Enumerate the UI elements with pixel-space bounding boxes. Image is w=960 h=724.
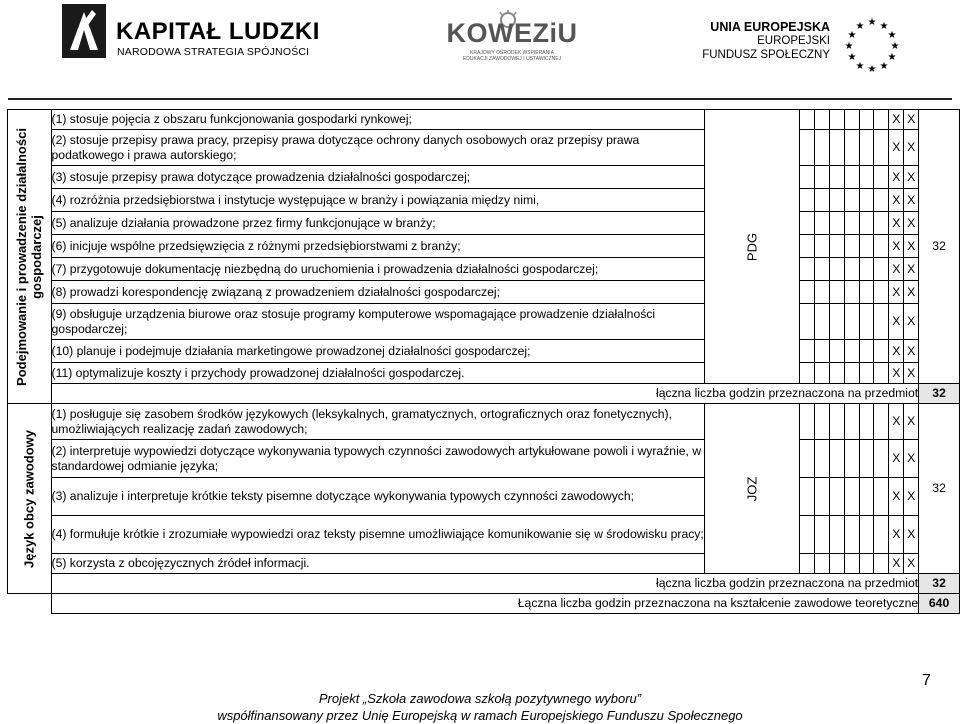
curriculum-table	[7, 109, 960, 614]
mark-cell: X	[904, 258, 919, 281]
kapital-ludzki-logo-icon	[62, 4, 106, 58]
mark-cell: X	[889, 516, 904, 554]
table-row	[8, 340, 960, 363]
svg-text:★: ★	[847, 30, 857, 41]
outcome-text: (7) przygotowuje dokumentację niezbędną do uruchomienia i prowadzenia działalności gospodarczej;	[51, 258, 705, 281]
outcome-text: (4) formułuje krótkie i zrozumiałe wypowiedzi oraz teksty pisemne umożliwiające komunikowanie się w środowisku pracy;	[51, 516, 705, 554]
outcome-text: (5) analizuje działania prowadzone przez firmy funkcjonujące w branży;	[51, 212, 705, 235]
footer-project-line: Projekt „Szkoła zawodowa szkołą pozytywnego wyboru”	[318, 691, 642, 706]
table-row	[8, 212, 960, 235]
mark-cell: X	[904, 166, 919, 189]
mark-cell: X	[904, 212, 919, 235]
outcome-text: (3) stosuje przepisy prawa dotyczące prowadzenia działalności gospodarczej;	[51, 166, 705, 189]
svg-text:★: ★	[867, 17, 877, 28]
mark-cell: X	[904, 235, 919, 258]
mark-cell: X	[889, 404, 904, 440]
svg-text:★: ★	[867, 64, 877, 72]
table-row	[8, 363, 960, 384]
svg-text:★: ★	[879, 21, 889, 32]
mark-cell: X	[889, 304, 904, 340]
subject-label: PDG	[744, 232, 760, 261]
mark-cell: X	[904, 281, 919, 304]
mark-cell: X	[889, 281, 904, 304]
eu-line2: EUROPEJSKI	[757, 35, 830, 47]
svg-text:★: ★	[890, 41, 900, 52]
outcome-text: (9) obsługuje urządzenia biurowe oraz stosuje programy komputerowe wspomagające prowadzenie działalności gospodarczej;	[51, 304, 705, 340]
mark-cell: X	[889, 363, 904, 384]
table-row	[8, 404, 960, 440]
category-cell-joz	[8, 404, 52, 594]
outcome-text: (10) planuje i podejmuje działania marketingowe prowadzonej działalności gospodarczej;	[51, 340, 705, 363]
mark-cell: X	[904, 189, 919, 212]
mark-cell: X	[889, 166, 904, 189]
mark-cell: X	[889, 258, 904, 281]
svg-text:★: ★	[887, 52, 897, 63]
outcome-text: (1) stosuje pojęcia z obszaru funkcjonowania gospodarki rynkowej;	[51, 110, 705, 130]
outcome-text: (1) posługuje się zasobem środków językowych (leksykalnych, gramatycznych, ortograficznych oraz fonetycznych), umożliwiających realizację zadań zawodowych;	[51, 404, 705, 440]
outcome-text: (2) interpretuje wypowiedzi dotyczące wykonywania typowych czynności zawodowych artykułowane powoli i wyraźnie, w standardowej odmianie języka;	[51, 440, 705, 478]
table-row	[8, 554, 960, 574]
table-row	[8, 281, 960, 304]
svg-text:★: ★	[847, 52, 857, 63]
mark-cell: X	[904, 478, 919, 516]
hours-cell: 32	[919, 404, 960, 574]
svg-text:★: ★	[844, 41, 854, 52]
outcome-text: (2) stosuje przepisy prawa pracy, przepisy prawa dotyczące ochrony danych osobowych oraz przepisy prawa podatkowego i prawa autorskiego;	[51, 130, 705, 166]
footer-funding-line: współfinansowany przez Unię Europejską w ramach Europejskiego Funduszu Społecznego	[217, 708, 743, 723]
mark-cell: X	[904, 404, 919, 440]
eu-text-block	[700, 20, 830, 62]
mark-cell: X	[889, 130, 904, 166]
mark-cell: X	[889, 212, 904, 235]
mark-cell: X	[904, 440, 919, 478]
mark-cell: X	[889, 189, 904, 212]
mark-cell: X	[904, 110, 919, 130]
table-row	[8, 440, 960, 478]
mark-cell: X	[904, 304, 919, 340]
table-row	[8, 166, 960, 189]
table-row	[8, 258, 960, 281]
mark-cell: X	[904, 363, 919, 384]
mark-cell: X	[889, 554, 904, 574]
subtotal-value: 32	[919, 384, 960, 404]
subject-label: JOZ	[744, 476, 760, 501]
subtotal-label: łączna liczba godzin przeznaczona na przedmiot	[51, 574, 919, 594]
outcome-text: (8) prowadzi korespondencję związaną z prowadzeniem działalności gospodarczej;	[51, 281, 705, 304]
eu-flag-stars-icon	[844, 16, 900, 72]
category-label: Podejmowanie i prowadzenie działalności gospodarczej	[14, 127, 45, 386]
outcome-text: (3) analizuje i interpretuje krótkie teksty pisemne dotyczące wykonywania typowych czynności zawodowych;	[51, 478, 705, 516]
table-row	[8, 130, 960, 166]
kowezu-subtitle-line1: KRAJOWY OŚRODEK WSPIERANIA	[470, 50, 554, 56]
mark-cell: X	[904, 130, 919, 166]
subject-cell-pdg	[705, 110, 800, 384]
table-row	[8, 304, 960, 340]
header-divider	[8, 98, 952, 100]
kapital-ludzki-subtitle: NARODOWA STRATEGIA SPÓJNOŚCI	[117, 46, 310, 58]
eu-line3: FUNDUSZ SPOŁECZNY	[702, 49, 830, 61]
table-row	[8, 189, 960, 212]
kowezu-subtitle-line2: EDUKACJI ZAWODOWEJ I USTAWICZNEJ	[462, 56, 562, 62]
subtotal-value: 32	[919, 574, 960, 594]
mark-cell: X	[889, 340, 904, 363]
svg-text:★: ★	[887, 30, 897, 41]
total-value: 640	[919, 594, 960, 614]
kowezu-title: KOWEZiU	[446, 18, 578, 48]
svg-text:★: ★	[855, 61, 865, 72]
total-row	[8, 594, 960, 614]
mark-cell: X	[889, 440, 904, 478]
mark-cell: X	[889, 110, 904, 130]
subtotal-label: łączna liczba godzin przeznaczona na przedmiot	[51, 384, 919, 404]
outcome-text: (4) rozróżnia przedsiębiorstwa i instytucje występujące w branży i powiązania między nimi,	[51, 189, 705, 212]
table-row	[8, 478, 960, 516]
svg-text:★: ★	[855, 21, 865, 32]
page-number: 7	[922, 672, 931, 689]
mark-cell: X	[904, 340, 919, 363]
kowezu-subtitle	[446, 50, 578, 62]
mark-cell: X	[904, 554, 919, 574]
subtotal-row	[8, 574, 960, 594]
page-header	[0, 0, 960, 98]
outcome-text: (11) optymalizuje koszty i przychody prowadzonej działalności gospodarczej.	[51, 363, 705, 384]
category-label: Język obcy zawodowy	[21, 429, 37, 568]
subtotal-row	[8, 384, 960, 404]
svg-text:★: ★	[879, 61, 889, 72]
kapital-ludzki-title: KAPITAŁ LUDZKI	[116, 18, 320, 45]
outcome-text: (5) korzysta z obcojęzycznych źródeł informacji.	[51, 554, 705, 574]
mark-cell: X	[889, 478, 904, 516]
mark-cell: X	[889, 235, 904, 258]
table-row	[8, 516, 960, 554]
table-row	[8, 235, 960, 258]
hours-cell: 32	[919, 110, 960, 384]
mark-cell: X	[904, 516, 919, 554]
total-label: Łączna liczba godzin przeznaczona na kształcenie zawodowe teoretyczne	[51, 594, 919, 614]
category-cell-pdg	[8, 110, 52, 404]
eu-line1: UNIA EUROPEJSKA	[710, 20, 830, 34]
outcome-text: (6) inicjuje wspólne przedsięwzięcia z różnymi przedsiębiorstwami z branży;	[51, 235, 705, 258]
table-row	[8, 110, 960, 130]
subject-cell-joz	[705, 404, 800, 574]
